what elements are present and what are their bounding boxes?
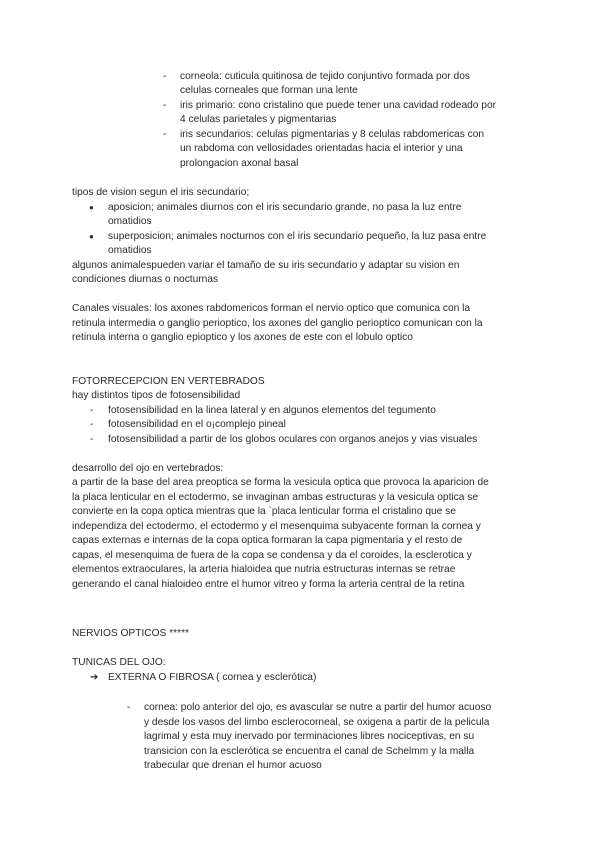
list-item-line: fotosensibilidad en el o¡complejo pineal (108, 419, 286, 430)
dash-marker: - (163, 100, 167, 111)
dash-marker: - (163, 71, 167, 82)
paragraph-line: elementos extraoculares, la arteria hialoidea que nutria estructuras internas se retrae (72, 564, 456, 575)
dash-marker: - (90, 434, 94, 445)
list-item-line: 4 celulas parietales y pigmentarias (180, 114, 337, 125)
paragraph-line: capas, el mesenquima de fuera de la copa se condensa y da el coroides, la esclerotica y (72, 550, 472, 561)
section-subheading: desarrollo del ojo en vertebrados: (72, 463, 224, 474)
vision-item-line: omatidios (108, 216, 152, 227)
section-heading: FOTORRECEPCION EN VERTEBRADOS (72, 376, 265, 387)
section-heading: NERVIOS OPTICOS ***** (72, 628, 190, 639)
vision-heading: tipos de vision segun el iris secundario; (72, 187, 250, 198)
list-item-line: iris primario: cono cristalino que puede tener una cavidad rodeado por (180, 100, 497, 111)
list-item-line: y desde los vasos del limbo esclerocorneal, se oxigena a partir de la pelicula (144, 717, 490, 728)
list-item-line: fotosensibilidad a partir de los globos oculares con organos anejos y vias visuales (108, 434, 478, 445)
list-item-line: fotosensibilidad en la linea lateral y en algunos elementos del tegumento (108, 405, 436, 416)
list-item-line: un rabdoma con vellosidades orientadas hacia el interior y una (180, 143, 463, 154)
dash-marker: - (90, 419, 94, 430)
list-item-line: iris secundarios: celulas pigmentarias y 8 celulas rabdomericas con (180, 129, 485, 140)
paragraph-line: convierte en la copa optica mientras que la `placa lenticular forma el cristalino que se (72, 506, 456, 517)
list-item-line: lagrimal y esta muy inervado por terminaciones libres nociceptivas, en su (144, 731, 475, 742)
vision-item-line: omatidios (108, 245, 152, 256)
dash-marker: - (163, 129, 167, 140)
vision-item-line: aposicion; animales diurnos con el iris secundario grande, no pasa la luz entre (108, 202, 462, 213)
paragraph-line: a partir de la base del area preoptica se forma la vesicula optica que provoca la aparicion de (72, 477, 489, 488)
paragraph-line: retinula interna o ganglio epioptico y los axones de este con el lobulo optico (72, 332, 413, 343)
paragraph-line: la placa lenticular en el ectodermo, se invaginan ambas estructuras y la vesicula optica se (72, 492, 479, 503)
list-item-line: prolongacion axonal basal (180, 158, 299, 169)
vision-note-line: condiciones diurnas o nocturnas (72, 274, 219, 285)
paragraph-line: independiza del ectodermo, el ectodermo y el mesenquima subyacente forman la cornea y (72, 521, 481, 532)
list-item-line: trabecular que drenan el humor acuoso (144, 760, 322, 771)
list-item-line: celulas corneales que forman una lente (180, 85, 358, 96)
section-subheading: hay distintos tipos de fotosensibilidad (72, 390, 241, 401)
dash-marker: - (90, 405, 94, 416)
vision-note-line: algunos animalespueden variar el tamaño de su iris secundario y adaptar su vision en (72, 260, 460, 271)
vision-item-line: superposicion; animales nocturnos con el iris secundario pequeño, la luz pasa entre (108, 231, 487, 242)
bullet-marker: ● (89, 203, 94, 212)
list-item-line: cornea: polo anterior del ojo, es avascular se nutre a partir del humor acuoso (144, 702, 492, 713)
dash-marker: - (127, 702, 131, 713)
list-item-line: transicion con la esclerótica se encuentra el canal de Schelmm y la malla (144, 746, 475, 757)
paragraph-line: Canales visuales: los axones rabdomericos forman el nervio optico que comunica con la (72, 303, 471, 314)
paragraph-line: retinula intermedia o ganglio perioptico, los axones del ganglio perioptico comunican con la (72, 318, 483, 329)
list-item-line: EXTERNA O FIBROSA ( cornea y esclerótica) (108, 672, 317, 683)
bullet-marker: ● (89, 232, 94, 241)
arrow-icon: ➔ (90, 672, 99, 683)
paragraph-line: generando el canal hialoideo entre el humor vitreo y forma la arteria central de la retina (72, 579, 465, 590)
list-item-line: corneola: cuticula quitinosa de tejido conjuntivo formada por dos (180, 71, 470, 82)
paragraph-line: capas externas e internas de la copa optica formaran la capa pigmentaria y el resto de (72, 535, 463, 546)
section-heading: TUNICAS DEL OJO: (72, 657, 166, 668)
